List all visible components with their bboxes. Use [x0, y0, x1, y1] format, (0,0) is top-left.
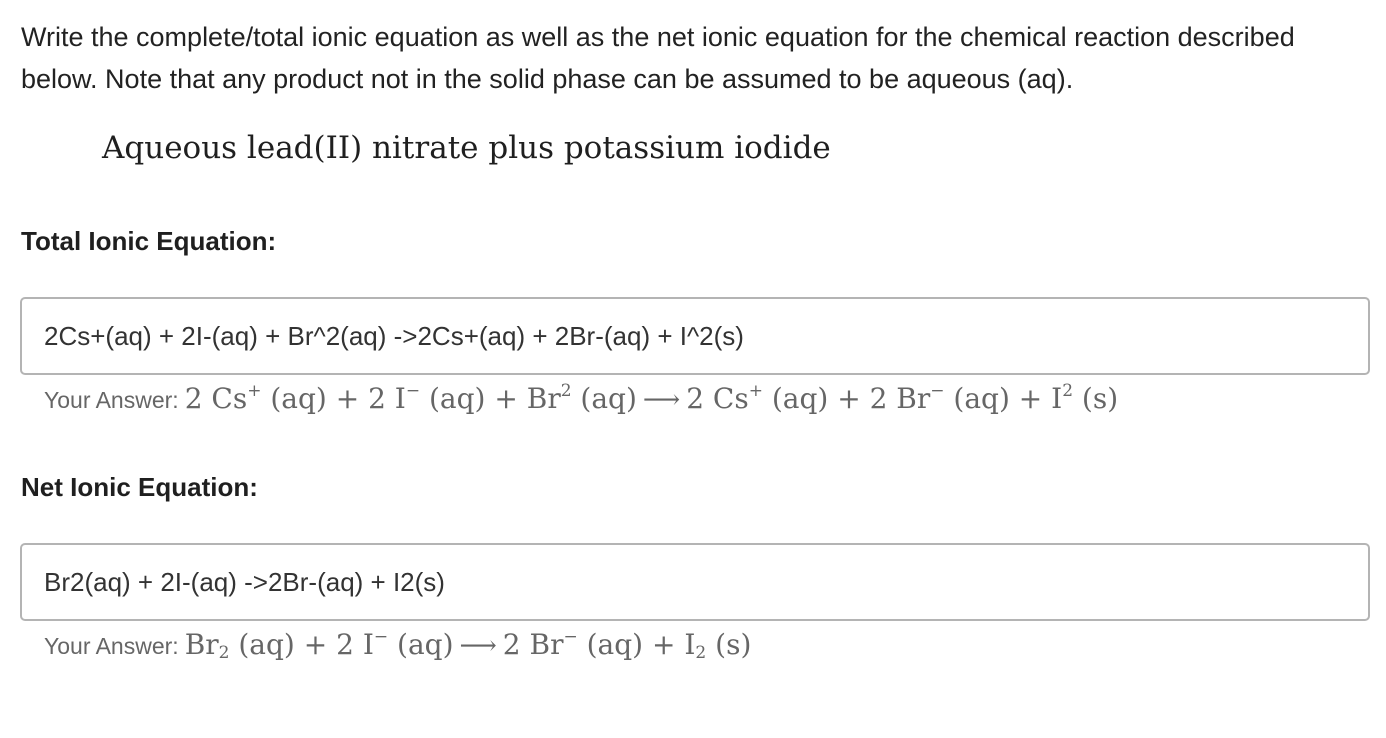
equation-term: (aq) + 2 Br	[762, 382, 931, 415]
net-ionic-label: Net Ionic Equation:	[21, 472, 258, 502]
charge-superscript: 2	[1062, 381, 1074, 401]
count-subscript: 2	[218, 643, 230, 663]
total-ionic-rendered-answer	[44, 382, 1118, 415]
your-answer-label: Your Answer:	[44, 387, 179, 413]
rendered-equation	[185, 382, 1118, 415]
charge-superscript: 2	[560, 381, 572, 401]
charge-superscript: −	[563, 627, 578, 647]
reaction-description: Aqueous lead(II) nitrate plus potassium iodide	[102, 130, 831, 166]
equation-term: Br	[184, 628, 219, 661]
equation-term: (aq) + I	[577, 628, 696, 661]
total-ionic-label: Total Ionic Equation:	[21, 226, 277, 256]
net-ionic-input[interactable]	[20, 543, 1370, 621]
equation-term: (aq) + 2 I	[229, 628, 374, 661]
rendered-equation	[185, 628, 752, 661]
your-answer-label: Your Answer:	[44, 633, 179, 659]
equation-term: (aq) + I	[944, 382, 1063, 415]
equation-term: 2 Br	[502, 628, 564, 661]
equation-term: 2 Cs	[184, 382, 248, 415]
charge-superscript: +	[247, 381, 262, 401]
net-ionic-rendered-answer	[44, 628, 751, 661]
question-instructions: Write the complete/total ionic equation as well as the net ionic equation for the chemical reaction described below. Note that any product not in the solid phase can be assumed to be aqueous (aq).	[21, 22, 1295, 94]
equation-term: (s)	[1073, 382, 1119, 415]
equation-term: (s)	[706, 628, 752, 661]
charge-superscript: −	[405, 381, 421, 401]
reaction-arrow-icon: ⟶	[459, 631, 497, 661]
equation-term: 2 Cs	[686, 382, 749, 415]
count-subscript: 2	[695, 643, 707, 663]
equation-term: (aq)	[388, 628, 454, 661]
equation-term: (aq) + 2 I	[261, 382, 406, 415]
reaction-arrow-icon: ⟶	[642, 385, 681, 415]
charge-superscript: −	[373, 627, 389, 647]
equation-term: (aq)	[571, 382, 637, 415]
charge-superscript: −	[930, 381, 945, 401]
equation-term: (aq) + Br	[420, 382, 561, 415]
total-ionic-input[interactable]	[20, 297, 1370, 375]
charge-superscript: +	[748, 381, 763, 401]
